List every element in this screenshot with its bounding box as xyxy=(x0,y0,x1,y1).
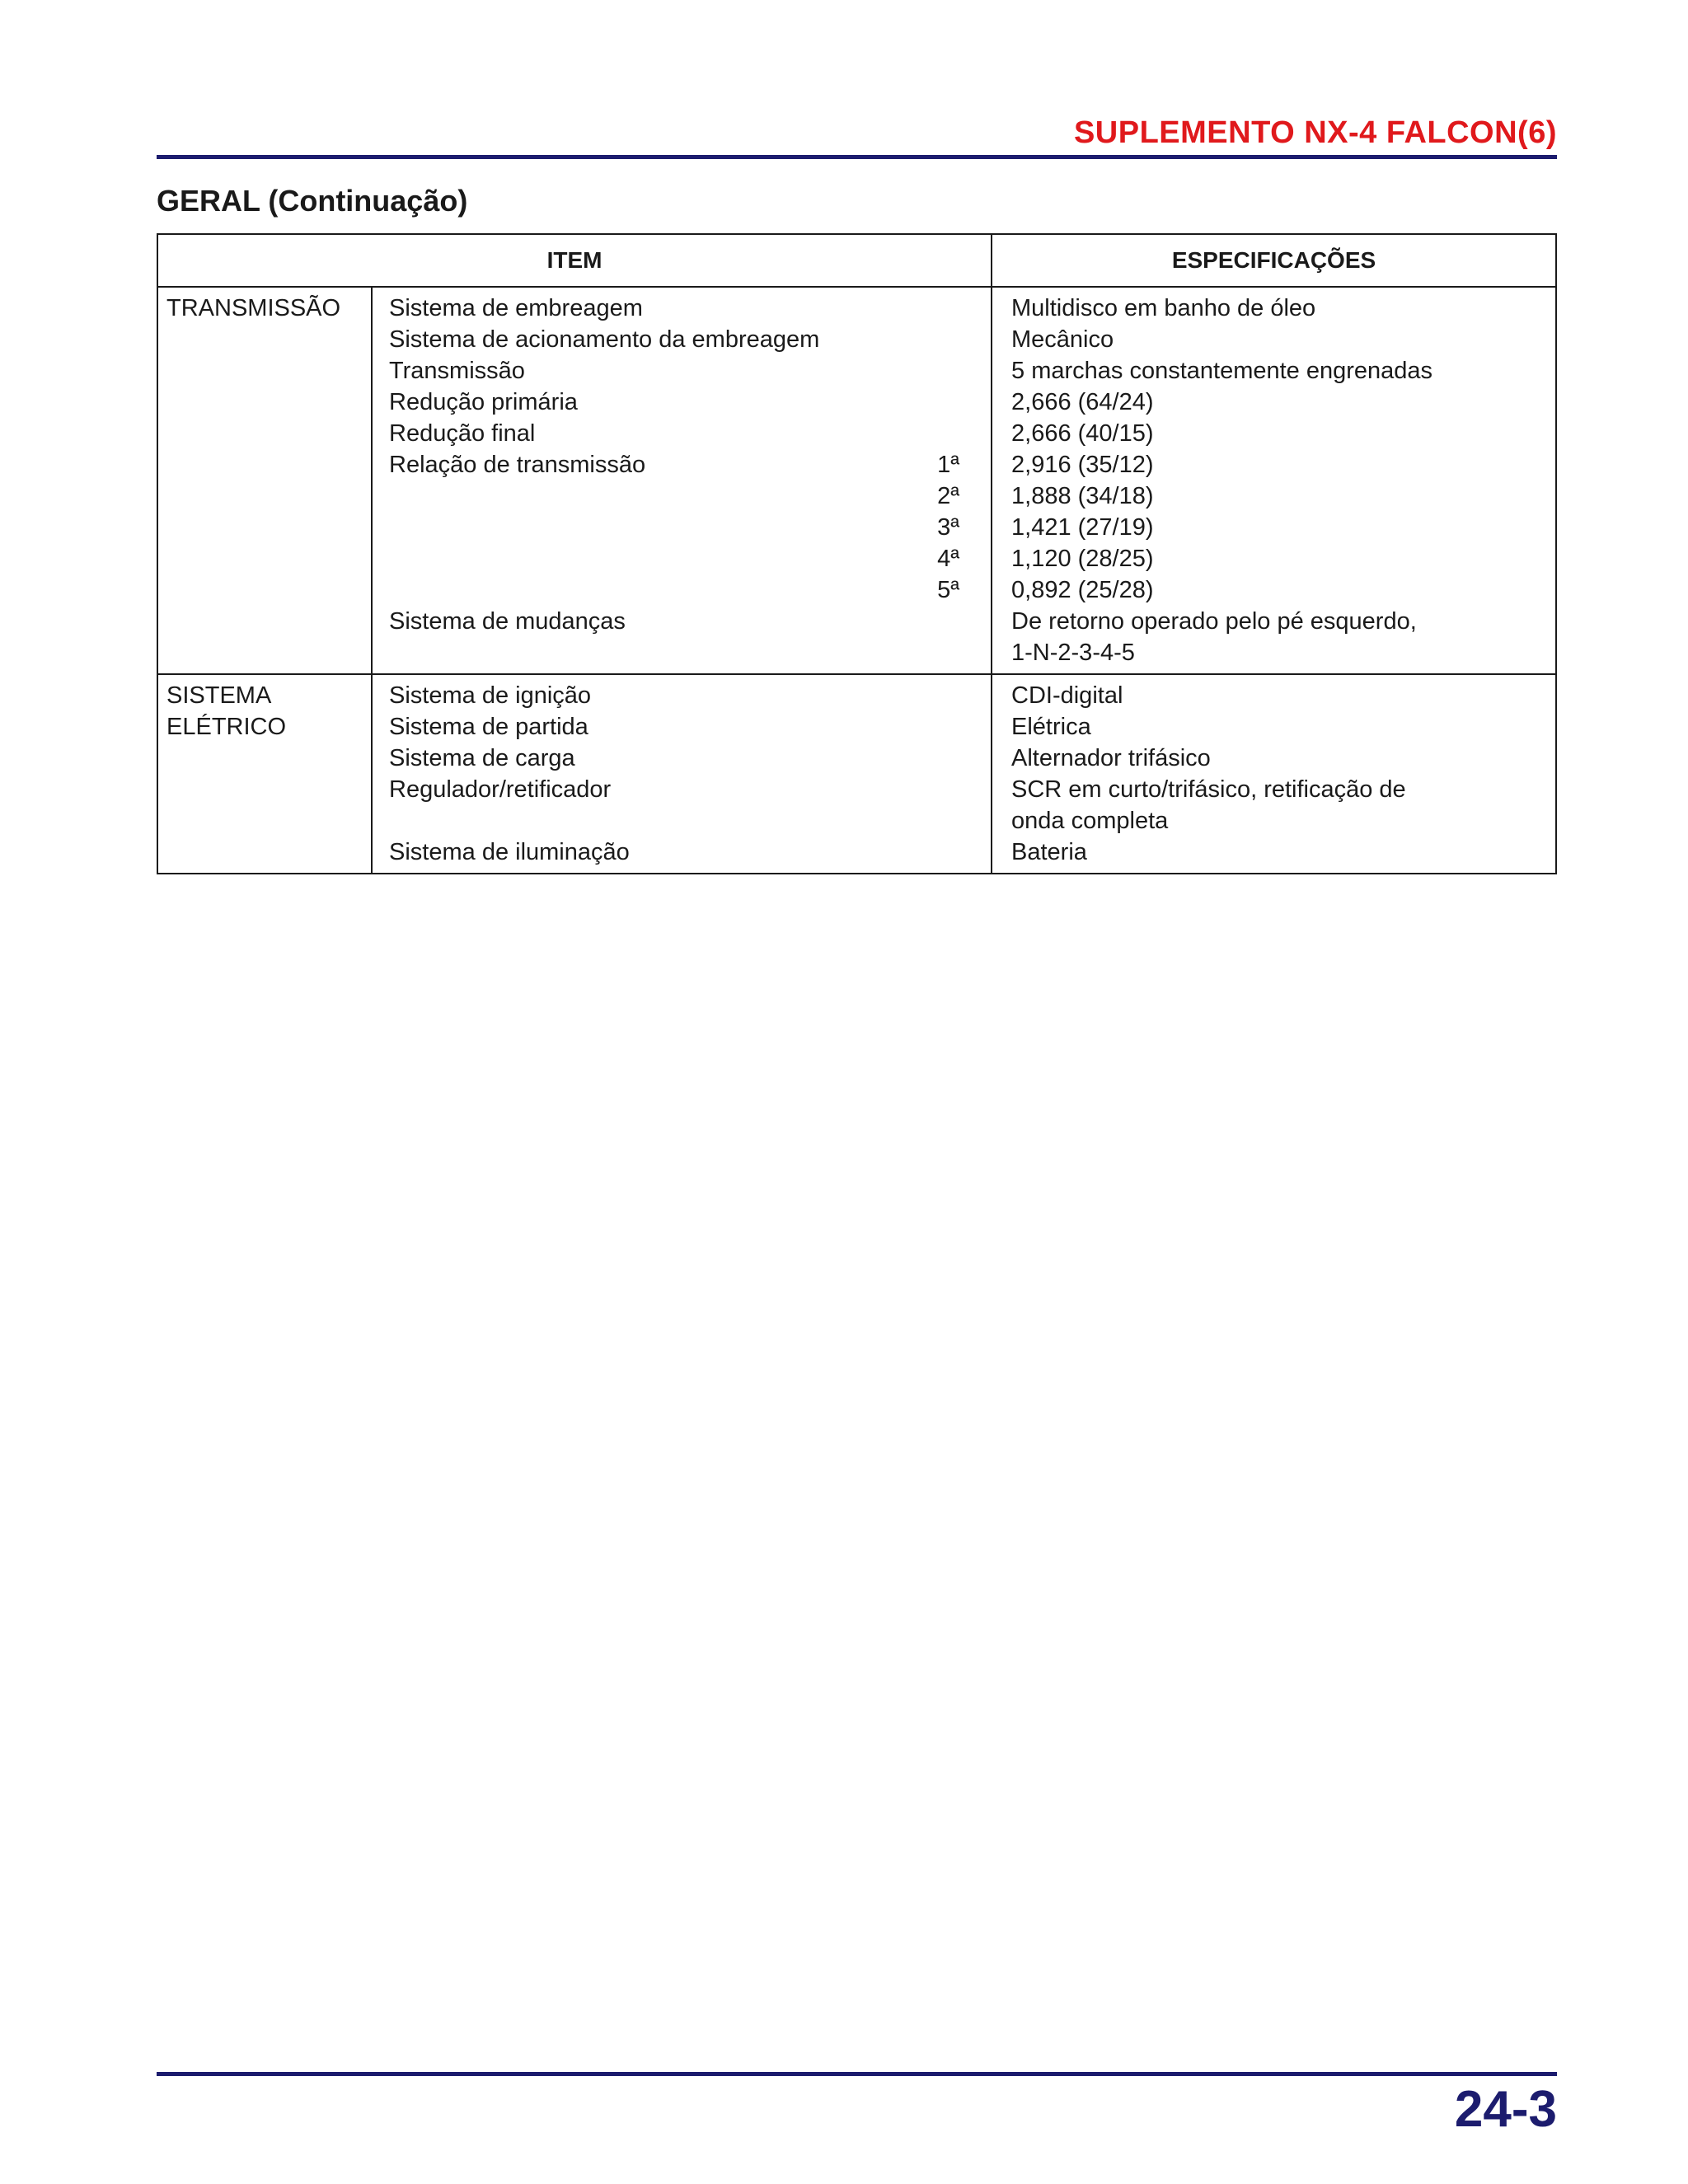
spec-value: CDI-digital xyxy=(1011,682,1123,709)
spec-value: 0,892 (25/28) xyxy=(1011,577,1154,603)
specs-header: ESPECIFICAÇÕES xyxy=(992,234,1556,287)
item-label: Sistema de acionamento da embreagem xyxy=(389,326,820,353)
item-cell xyxy=(372,674,992,874)
item-label xyxy=(389,805,991,837)
category-cell xyxy=(157,674,372,874)
item-line xyxy=(389,543,991,574)
spec-value: SCR em curto/trifásico, retificação de xyxy=(1011,776,1406,803)
item-label: Sistema de embreagem xyxy=(389,295,643,321)
item-cell xyxy=(372,287,992,674)
table-header-row xyxy=(157,234,1556,287)
spec-value: Elétrica xyxy=(1011,714,1091,740)
spec-value: 1,888 (34/18) xyxy=(1011,483,1154,509)
item-label: Sistema de mudanças xyxy=(389,608,626,635)
item-header: ITEM xyxy=(157,234,992,287)
specifications-table xyxy=(157,233,1557,874)
spec-value: Alternador trifásico xyxy=(1011,745,1211,771)
gear-label: 5ª xyxy=(937,577,960,603)
item-label xyxy=(389,637,991,668)
page-header xyxy=(157,115,1557,160)
spec-value: 2,916 (35/12) xyxy=(1011,452,1154,478)
section-title: GERAL (Continuação) xyxy=(157,184,468,218)
spec-cell xyxy=(992,674,1556,874)
bottom-rule xyxy=(157,2072,1557,2076)
spec-cell xyxy=(992,287,1556,674)
page-number: 24-3 xyxy=(1454,2081,1557,2138)
item-label: Sistema de ignição xyxy=(389,682,592,709)
table-row-transmission xyxy=(157,287,1556,674)
spec-value: 2,666 (40/15) xyxy=(1011,420,1154,447)
item-line xyxy=(389,512,991,543)
item-label: Regulador/retificador xyxy=(389,776,612,803)
gear-label: 4ª xyxy=(937,546,960,572)
category-label: SISTEMA xyxy=(166,682,272,709)
spec-value: Multidisco em banho de óleo xyxy=(1011,295,1316,321)
item-label: Sistema de partida xyxy=(389,714,588,740)
item-label: Redução primária xyxy=(389,389,578,415)
item-label: Sistema de iluminação xyxy=(389,839,630,865)
spec-value: 1-N-2-3-4-5 xyxy=(1011,640,1135,666)
supplement-title: SUPLEMENTO NX-4 FALCON(6) xyxy=(1073,115,1557,150)
spec-value: De retorno operado pelo pé esquerdo, xyxy=(1011,608,1417,635)
spec-value: 1,421 (27/19) xyxy=(1011,514,1154,541)
item-line xyxy=(389,574,991,606)
category-label: TRANSMISSÃO xyxy=(166,295,341,321)
category-cell xyxy=(157,287,372,674)
spec-value: 2,666 (64/24) xyxy=(1011,389,1154,415)
item-line xyxy=(389,449,991,480)
item-label: Transmissão xyxy=(389,358,525,384)
item-label: Relação de transmissão xyxy=(389,452,646,478)
category-label: ELÉTRICO xyxy=(166,714,287,740)
table-row-electrical xyxy=(157,674,1556,874)
gear-label: 2ª xyxy=(937,483,960,509)
spec-value: Mecânico xyxy=(1011,326,1114,353)
item-line xyxy=(389,480,991,512)
item-label: Sistema de carga xyxy=(389,745,575,771)
top-rule xyxy=(157,155,1557,159)
item-label: Redução final xyxy=(389,420,536,447)
gear-label: 1ª xyxy=(937,452,960,478)
gear-label: 3ª xyxy=(937,514,960,541)
spec-value: onda completa xyxy=(1011,808,1169,834)
spec-value: 5 marchas constantemente engrenadas xyxy=(1011,358,1433,384)
spec-value: Bateria xyxy=(1011,839,1087,865)
spec-value: 1,120 (28/25) xyxy=(1011,546,1154,572)
